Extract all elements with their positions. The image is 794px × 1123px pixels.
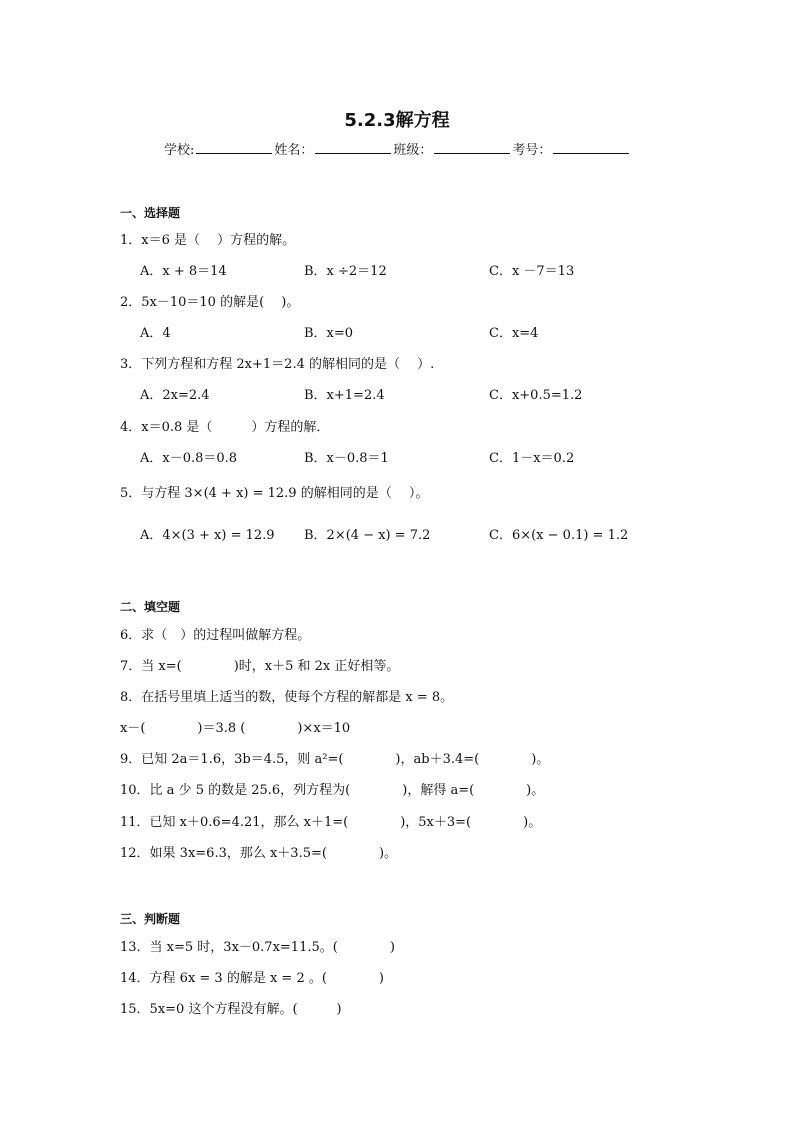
q5-option-a: A．4×(3 + x) = 12.9 bbox=[140, 528, 275, 543]
question-8-equations: x－( )＝3.8 ( )×x＝10 bbox=[120, 721, 351, 736]
question-9: 9．已知 2a＝1.6，3b＝4.5，则 a²=( )，ab＋3.4=( )。 bbox=[120, 752, 550, 767]
question-3: 3．下列方程和方程 2x+1＝2.4 的解相同的是（ ）. bbox=[120, 357, 435, 372]
question-11: 11．已知 x＋0.6=4.21，那么 x＋1=( )，5x＋3=( )。 bbox=[120, 815, 542, 830]
question-15: 15．5x=0 这个方程没有解。( ) bbox=[120, 1002, 342, 1017]
question-12: 12．如果 3x=6.3，那么 x＋3.5=( )。 bbox=[120, 846, 398, 861]
q4-option-a: A．x－0.8＝0.8 bbox=[140, 451, 238, 466]
school-blank[interactable] bbox=[196, 141, 272, 154]
q1-option-a: A．x + 8＝14 bbox=[140, 264, 227, 279]
q3-option-b: B．x+1=2.4 bbox=[304, 388, 385, 403]
q4-option-b: B．x－0.8＝1 bbox=[304, 451, 389, 466]
question-13: 13．当 x=5 时，3x－0.7x=11.5。( ) bbox=[120, 940, 395, 955]
student-info-line bbox=[164, 139, 631, 158]
q1-option-c: C．x －7＝13 bbox=[489, 264, 575, 279]
class-blank[interactable] bbox=[434, 141, 510, 154]
question-14: 14．方程 6x = 3 的解是 x = 2 。( ) bbox=[120, 971, 385, 986]
name-blank[interactable] bbox=[315, 141, 391, 154]
q4-option-c: C．1－x＝0.2 bbox=[489, 451, 575, 466]
page-title: 5.2.3解方程 bbox=[344, 110, 450, 131]
section-heading-judge: 三、判断题 bbox=[120, 912, 181, 926]
number-blank[interactable] bbox=[553, 141, 629, 154]
q2-option-a: A．4 bbox=[140, 326, 171, 341]
q2-option-c: C．x=4 bbox=[489, 326, 539, 341]
question-7: 7．当 x=( )时，x＋5 和 2x 正好相等。 bbox=[120, 659, 400, 674]
question-1: 1．x＝6 是（ ）方程的解。 bbox=[120, 233, 296, 248]
question-10: 10．比 a 少 5 的数是 25.6，列方程为( )，解得 a=( )。 bbox=[120, 783, 545, 798]
question-6: 6．求（ ）的过程叫做解方程。 bbox=[120, 628, 311, 643]
q5-option-b: B．2×(4 − x) = 7.2 bbox=[304, 528, 431, 543]
q2-option-b: B．x=0 bbox=[304, 326, 354, 341]
question-4: 4．x＝0.8 是（ ）方程的解． bbox=[120, 420, 330, 435]
class-label: 班级： bbox=[393, 143, 433, 158]
number-label: 考号： bbox=[512, 143, 552, 158]
question-2: 2．5x－10＝10 的解是( )。 bbox=[120, 295, 300, 310]
q3-option-c: C．x+0.5=1.2 bbox=[489, 388, 583, 403]
q5-option-c: C．6×(x − 0.1) = 1.2 bbox=[489, 528, 629, 543]
section-heading-choice: 一、选择题 bbox=[120, 206, 181, 220]
question-5: 5．与方程 3×(4 + x) = 12.9 的解相同的是（ ）。 bbox=[120, 486, 429, 501]
question-8: 8．在括号里填上适当的数，使每个方程的解都是 x = 8。 bbox=[120, 690, 454, 705]
q3-option-a: A．2x=2.4 bbox=[140, 388, 210, 403]
q1-option-b: B．x ÷2＝12 bbox=[304, 264, 387, 279]
section-heading-fill: 二、填空题 bbox=[120, 600, 181, 614]
name-label: 姓名： bbox=[274, 143, 314, 158]
school-label: 学校: bbox=[164, 143, 195, 158]
